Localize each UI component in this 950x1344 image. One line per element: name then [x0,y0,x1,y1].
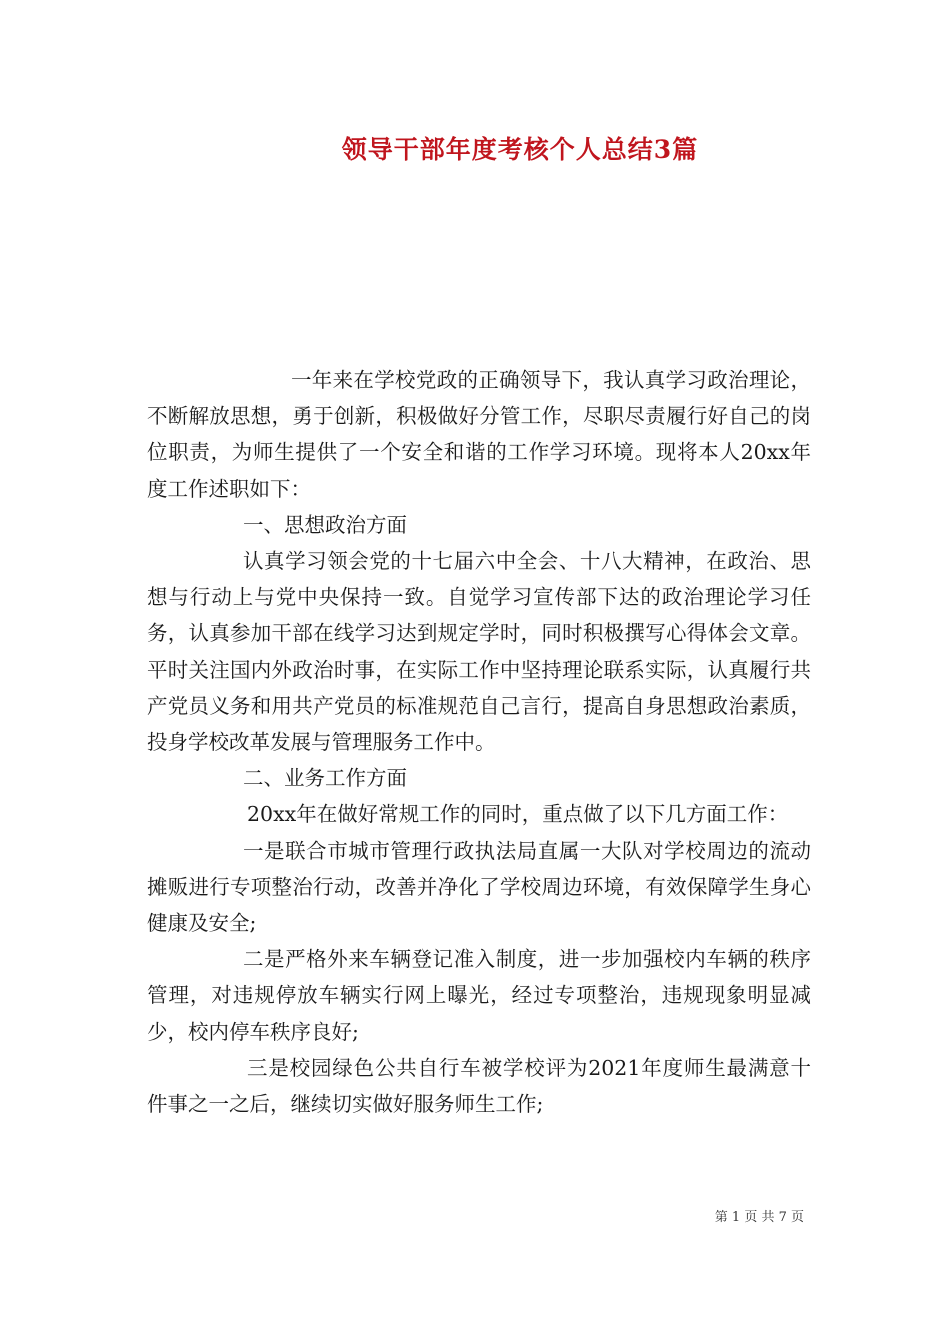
paragraph-item-3: 三是校园绿色公共自行车被学校评为2021年度师生最满意十件事之一之后，继续切实做好服务师生工作; [147,1055,811,1117]
document-body [147,362,811,1122]
section-heading-political: 一、思想政治方面 [243,512,407,537]
section-heading-business: 二、业务工作方面 [243,766,407,791]
document-title: 领导干部年度考核个人总结3篇 [341,135,699,164]
paragraph-business-intro: 20xx年在做好常规工作的同时，重点做了以下几方面工作： [247,802,789,827]
paragraph-political: 认真学习领会党的十七届六中全会、十八大精神，在政治、思想与行动上与党中央保持一致。自觉学习宣传部下达的政治理论学习任务，认真参加干部在线学习达到规定学时，同时积极撰写心得体会文章。平时关注国内外政治时事，在实际工作中坚持理论联系实际，认真履行共产党员义务和用共产党员的标准规范自己言行，提高自身思想政治素质，投身学校改革发展与管理服务工作中。 [147,549,811,755]
paragraph-item-2: 二是严格外来车辆登记准入制度，进一步加强校内车辆的秩序管理，对违规停放车辆实行网上曝光，经过专项整治，违规现象明显减少，校内停车秩序良好; [147,947,811,1044]
paragraph-intro: 一年来在学校党政的正确领导下，我认真学习政治理论，不断解放思想，勇于创新，积极做好分管工作，尽职尽责履行好自己的岗位职责，为师生提供了一个安全和谐的工作学习环境。现将本人20xx年度工作述职如下： [147,368,811,501]
paragraph-item-1: 一是联合市城市管理行政执法局直属一大队对学校周边的流动摊贩进行专项整治行动，改善并净化了学校周边环境，有效保障学生身心健康及安全; [147,838,811,936]
page-number-footer: 第 1 页 共 7 页 [714,1210,804,1225]
